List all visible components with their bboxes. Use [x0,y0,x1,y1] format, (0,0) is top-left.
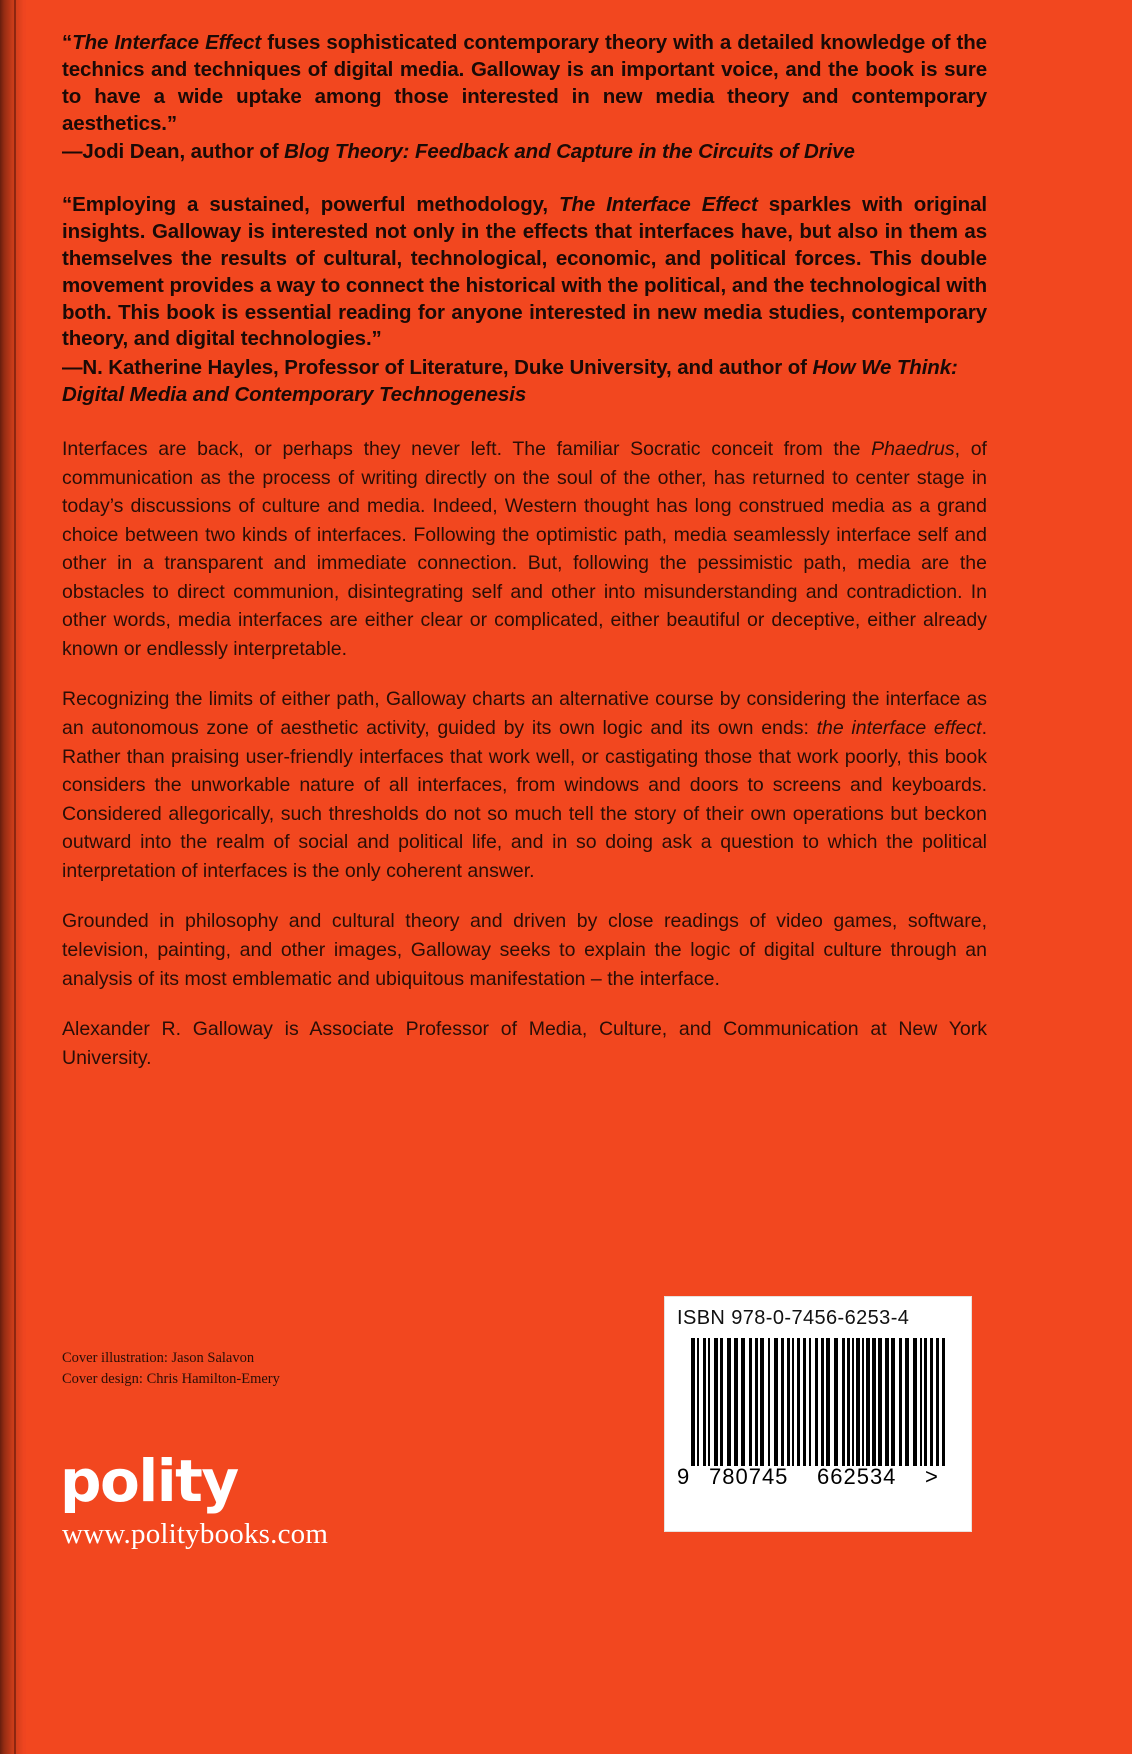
text-run: , of communication as the process of writing directly on the soul of the other, has returned to center stage in today’s discussions of culture and media. Indeed, Western thought has long construed media as a grand choice between two kinds of interfaces. Following the optimistic path, media seamlessly interface self and other in a transparent and immediate connection. But, following the pessimistic path, media are the obstacles to direct communion, disintegrating self and other into misunderstanding and contradiction. In other words, media interfaces are either clear or complicated, either beautiful or deceptive, either already known or endlessly interpretable. [62,437,987,660]
barcode-bar [691,1338,695,1466]
text-run: sparkles with original insights. Galloway is interested not only in the effects that interfaces have, but also in them as themselves the results of cultural, technological, economic, and political forces. This double movement provides a way to connect the historical with the political, and the technological with both. This book is essential reading for anyone interested in new media studies, contemporary theory, and digital technologies.” [62,193,987,351]
isbn-barcode-block [664,1296,972,1532]
barcode-bar [821,1338,824,1466]
barcode-bar [885,1338,889,1466]
barcode-bar [815,1338,818,1466]
barcode-bar [741,1338,745,1466]
barcode-bar [760,1338,764,1466]
cover-credits [62,1348,280,1390]
blurb-attribution-1 [62,139,987,166]
barcode-bar [842,1338,845,1466]
description-paragraph [62,907,987,993]
barcode-digit-group-2: 662534 [817,1464,897,1489]
emphasis-text: The Interface Effect [72,31,262,54]
barcode-digit-left: 9 [677,1464,691,1489]
emphasis-text: the interface effect [816,717,982,740]
text-run: —Jodi Dean, author of [62,140,285,164]
barcode-bar [878,1338,882,1466]
isbn-label: ISBN 978-0-7456-6253-4 [677,1307,910,1329]
barcode-bar [862,1338,864,1466]
barcode-wrapper [677,1338,959,1488]
barcode-bar [797,1338,800,1466]
text-run: Recognizing the limits of either path, Galloway charts an alternative course by considering the interface as an autonomous zone of aesthetic activity, guided by its own logic and its own ends: [62,688,987,740]
barcode-digit-right: > [925,1464,939,1489]
barcode-bar [727,1338,731,1466]
barcode-bar [809,1338,811,1466]
publisher-logo: polity [60,1447,238,1515]
spine-crease-line [14,0,16,1754]
barcode-bar [768,1338,770,1466]
barcode-bar [866,1338,870,1466]
description-paragraph [62,685,987,885]
barcode-bar [891,1338,895,1466]
barcode-bar [920,1338,922,1466]
barcode-bar [905,1338,909,1466]
emphasis-text: How We Think: Digital Media and Contemporary Technogenesis [62,356,958,407]
text-run: fuses sophisticated contemporary theory with a detailed knowledge of the technics and techniques of digital media. Galloway is an important voice, and the book is sure to have a wide uptake among those interested in new media theory and contemporary aesthetics.” [62,31,987,135]
cover-design-credit: Cover design: Chris Hamilton-Emery [62,1371,280,1388]
description-section [62,435,987,1072]
barcode-bar [834,1338,838,1466]
barcode-bar [755,1338,758,1466]
blurb-attribution-2 [62,355,987,409]
description-paragraph [62,435,987,664]
barcode-bar [774,1338,778,1466]
barcode-bar [872,1338,876,1466]
cover-illustration-credit: Cover illustration: Jason Salavon [62,1350,255,1366]
cover-content [62,30,987,1094]
barcode-digit-group-1: 780745 [709,1464,789,1489]
barcode-bar [697,1338,699,1466]
blurbs-section [62,30,987,409]
barcode-bar [720,1338,723,1466]
blurb-quote-1 [62,30,987,137]
barcode-bar [714,1338,718,1466]
barcode-bars [691,1338,943,1466]
text-run: —N. Katherine Hayles, Professor of Literature, Duke University, and author of [62,356,813,380]
barcode-bar [856,1338,860,1466]
barcode-bar [749,1338,752,1466]
text-run: “Employing a sustained, powerful methodology, [62,193,560,217]
barcode-bar [803,1338,806,1466]
barcode-bar [792,1338,794,1466]
barcode-bar [930,1338,933,1466]
barcode-bar [913,1338,917,1466]
barcode-bar [936,1338,939,1466]
barcode-bar [852,1338,854,1466]
text-run: “ [62,31,73,54]
barcode-bar [787,1338,790,1466]
publisher-website: www.politybooks.com [62,1518,329,1550]
text-run: Grounded in philosophy and cultural theory and driven by close readings of video games, software, television, painting, and other images, Galloway seeks to explain the logic of digital culture through an analysis of its most emblematic and ubiquitous manifestation – the interface. [62,910,987,990]
description-paragraph [62,1015,987,1072]
barcode-bar [899,1338,902,1466]
text-run: Alexander R. Galloway is Associate Professor of Media, Culture, and Communication at New York University. [62,1018,987,1069]
barcode-bar [734,1338,738,1466]
emphasis-text: Blog Theory: Feedback and Capture in the Circuits of Drive [284,140,855,164]
text-run: Interfaces are back, or perhaps they never left. The familiar Socratic conceit from the [62,437,872,460]
blurb-quote-2 [62,192,987,353]
barcode-bar [942,1338,945,1466]
barcode-bar [826,1338,830,1466]
barcode-bar [708,1338,710,1466]
barcode-bar [847,1338,850,1466]
barcode-bar [924,1338,927,1466]
text-run: . Rather than praising user-friendly interfaces that work well, or castigating those that work poorly, this book considers the unworkable nature of all interfaces, from windows and doors to screens and keyboards. Considered allegorically, such thresholds do not so much tell the story of their own operations but beckon outward into the realm of social and political life, and in so doing ask a question to which the political interpretation of interfaces is the only coherent answer. [62,717,987,882]
emphasis-text: The Interface Effect [559,193,758,217]
barcode-bar [781,1338,784,1466]
emphasis-text: Phaedrus [871,437,955,460]
barcode-bar [703,1338,706,1466]
spine-shadow [0,0,26,1754]
